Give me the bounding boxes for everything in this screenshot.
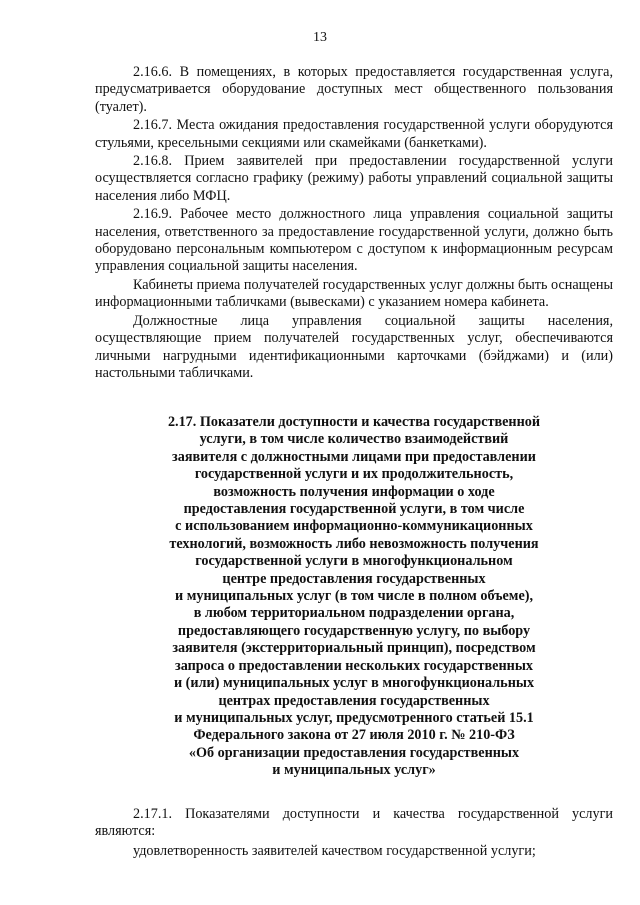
page-number: 13	[313, 30, 327, 45]
heading-line: предоставляющего государственную услугу, по выбору	[177, 622, 531, 639]
heading-line: с использованием информационно-коммуникационных	[175, 518, 533, 535]
paragraph-satisfaction: удовлетворенность заявителей качеством государственной услуги;	[133, 842, 536, 859]
heading-line: заявителя с должностными лицами при предоставлении	[172, 448, 536, 465]
heading-line: государственной услуги в многофункциональном	[195, 553, 513, 570]
heading-line: государственной услуги и их продолжительность,	[194, 466, 514, 483]
paragraph-2-16-6: 2.16.6. В помещениях, в которых предоставляется государственная услуга, предусматривается оборудование доступных мест общественного пользования (туалет).	[95, 64, 613, 115]
paragraph-2-16-7: 2.16.7. Места ожидания предоставления государственной услуги оборудуются стульями, кресельными секциями или скамейками (банкетками).	[95, 117, 613, 151]
heading-line: 2.17. Показатели доступности и качества государственной	[167, 414, 541, 430]
paragraph-officials: Должностные лица управления социальной защиты населения, осуществляющие прием получателей государственных услуг, обеспечиваются личными нагрудными идентификационными карточками (бэйджами) и (или) настольными табличками.	[95, 312, 613, 381]
heading-line: и муниципальных услуг (в том числе в полном объеме),	[174, 588, 534, 605]
heading-line: и муниципальных услуг»	[272, 762, 436, 779]
heading-line: «Об организации предоставления государственных	[188, 744, 520, 761]
heading-line: центрах предоставления государственных	[218, 692, 490, 709]
heading-line: возможность получения информации о ходе	[213, 483, 495, 500]
paragraph-cabinets: Кабинеты приема получателей государственных услуг должны быть оснащены информационными табличками (вывесками) с указанием номера кабинета.	[95, 276, 613, 311]
section-2-17-heading	[95, 414, 613, 780]
heading-line: услуги, в том числе количество взаимодействий	[199, 431, 509, 448]
paragraph-2-17-1: 2.17.1. Показателями доступности и качества государственной услуги являются:	[95, 806, 613, 840]
heading-line: и муниципальных услуг, предусмотренного статьей 15.1	[174, 709, 534, 726]
section-2-16-text	[95, 64, 613, 382]
heading-line: заявителя (экстерриториальный принцип), посредством	[172, 640, 536, 657]
heading-line: и (или) муниципальных услуг в многофункциональных	[173, 675, 535, 692]
heading-line: в любом территориальном подразделении органа,	[193, 605, 515, 622]
heading-line: центре предоставления государственных	[222, 570, 486, 587]
heading-line: запроса о предоставлении нескольких государственных	[175, 657, 533, 674]
paragraph-2-16-9: 2.16.9. Рабочее место должностного лица управления социальной защиты населения, ответственного за предоставление государственной услуги, должно быть оборудовано персональным компьютером с доступом к информационным ресурсам управления социальной защиты населения.	[95, 206, 613, 275]
heading-line: Федерального закона от 27 июля 2010 г. № 210-ФЗ	[193, 727, 515, 744]
heading-line: технологий, возможность либо невозможность получения	[169, 535, 539, 552]
heading-line: предоставления государственной услуги, в том числе	[183, 501, 525, 518]
paragraph-2-16-8: 2.16.8. Прием заявителей при предоставлении государственной услуги осуществляется согласно графику (режиму) работы управлений социальной защиты населения либо МФЦ.	[95, 153, 613, 204]
section-2-17-text	[95, 806, 613, 860]
